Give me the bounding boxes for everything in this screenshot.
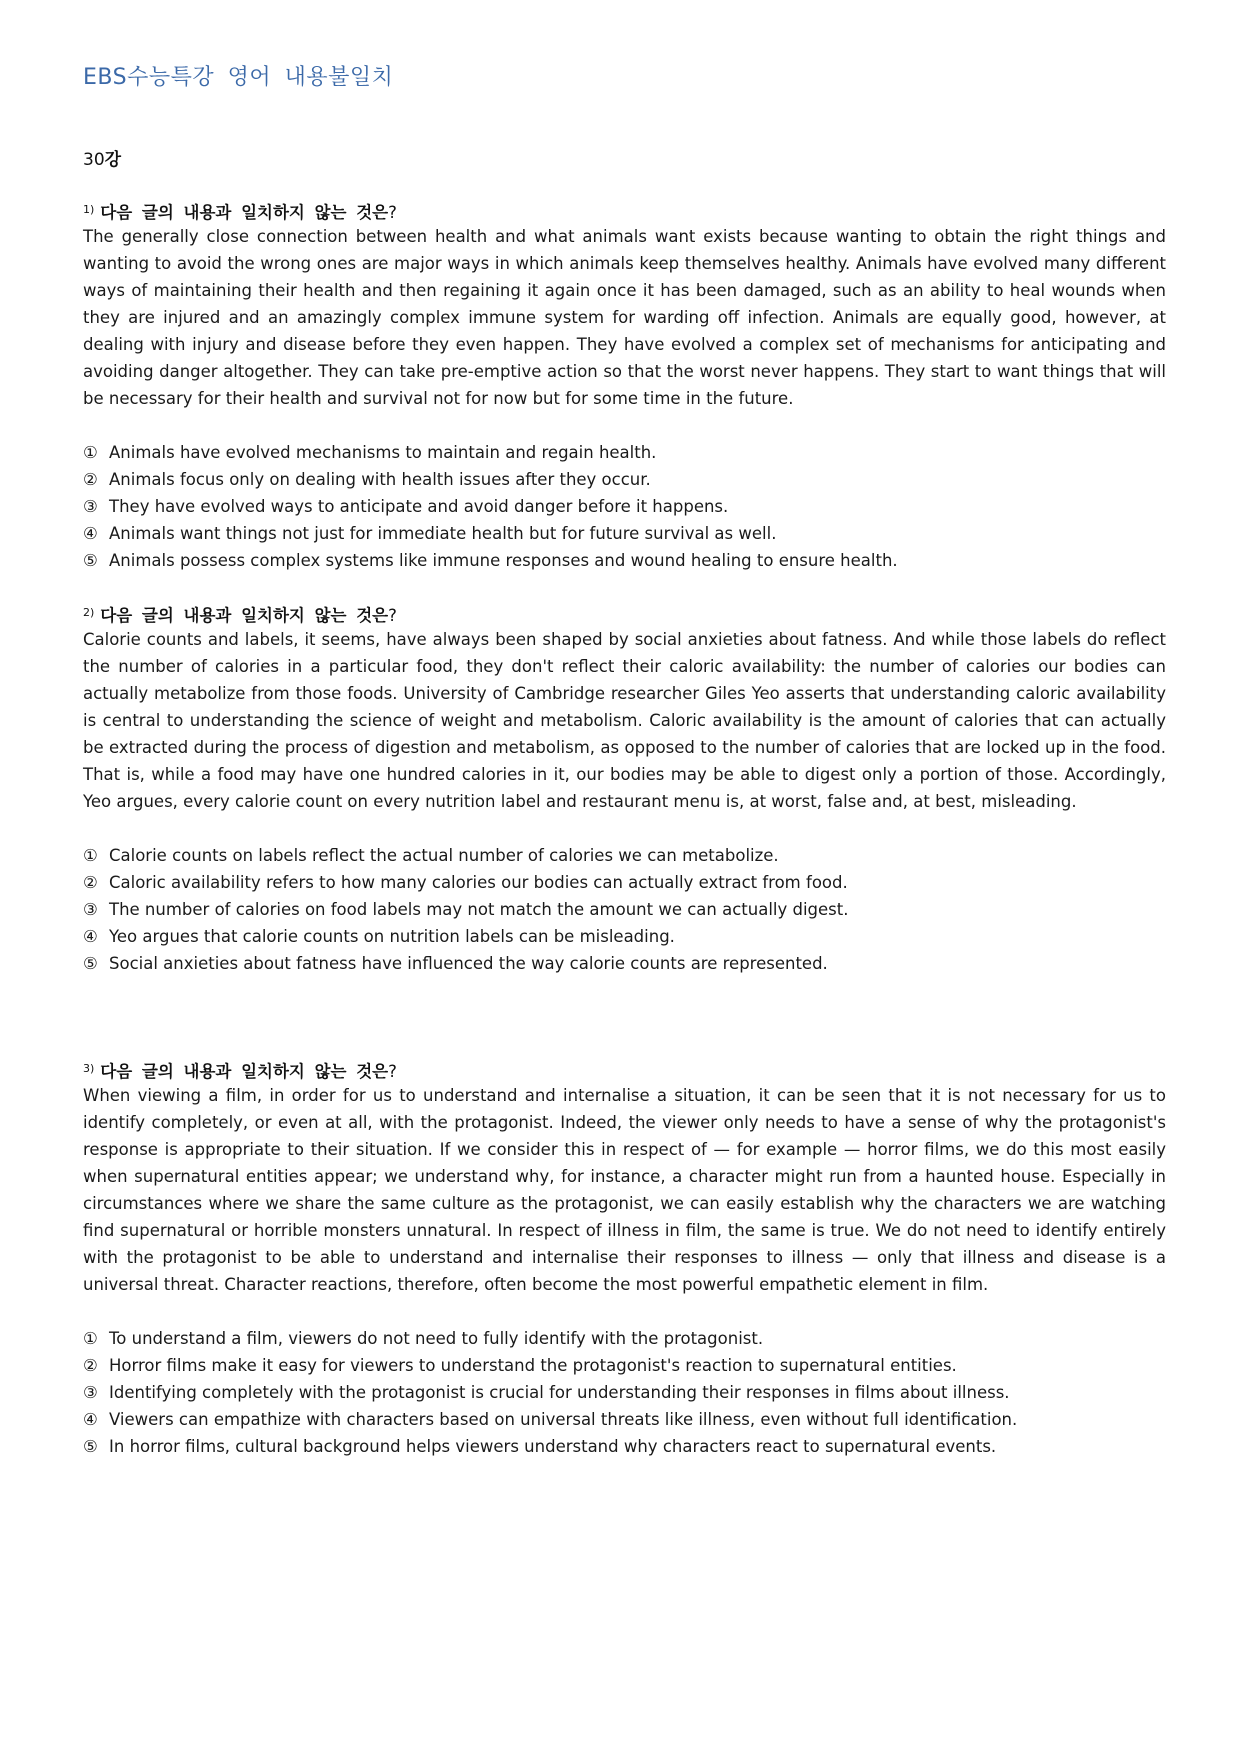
choice-text: Calorie counts on labels reflect the actual number of calories we can metabolize. <box>109 846 779 865</box>
choice-text: Identifying completely with the protagonist is crucial for understanding their responses in films about illness. <box>109 1383 1010 1402</box>
choice-marker: ④ <box>83 1410 98 1429</box>
answer-choice-4[interactable] <box>83 520 1166 547</box>
question-heading <box>83 1055 1166 1082</box>
answer-choice-4[interactable] <box>83 1406 1166 1433</box>
answer-choice-4[interactable] <box>83 923 1166 950</box>
answer-choice-2[interactable] <box>83 1352 1166 1379</box>
choice-text: Caloric availability refers to how many calories our bodies can actually extract from food. <box>109 873 848 892</box>
question-1 <box>83 196 1166 590</box>
answer-choice-5[interactable] <box>83 950 1166 977</box>
reading-passage: When viewing a film, in order for us to understand and internalise a situation, it can be seen that it is not necessary for us to identify completely, or even at all, with the protagonist. Indeed, the viewer only needs to have a sense of why the protagonist's response is appropriate to their situation. If we consider this in respect of — for example — horror films, we do this most easily when supernatural entities appear; we understand why, for instance, a character might run from a haunted house. Especially in circumstances where we share the same culture as the protagonist, we can easily establish why the characters we are watching find supernatural or horrible monsters unnatural. In respect of illness in film, the same is true. We do not need to identify entirely with the protagonist to be able to understand and internalise their responses to illness — only that illness and disease is a universal threat. Character reactions, therefore, often become the most powerful empathetic element in film. <box>83 1086 1166 1294</box>
choice-marker: ③ <box>83 1383 98 1402</box>
question-number: 1) <box>83 203 95 216</box>
choice-text: Animals want things not just for immediate health but for future survival as well. <box>109 524 777 543</box>
choice-marker: ④ <box>83 524 98 543</box>
choice-marker: ⑤ <box>83 954 98 973</box>
choice-marker: ① <box>83 846 98 865</box>
question-prompt: 다음 글의 내용과 일치하지 않는 것은 <box>100 1062 389 1081</box>
question-heading <box>83 599 1166 626</box>
answer-choice-5[interactable] <box>83 1433 1166 1460</box>
document-title: EBS수능특강 영어 내용불일치 <box>83 65 394 90</box>
answer-choice-3[interactable] <box>83 896 1166 923</box>
choice-marker: ④ <box>83 927 98 946</box>
question-prompt: 다음 글의 내용과 일치하지 않는 것은 <box>100 203 389 222</box>
question-mark: ? <box>388 1062 397 1081</box>
reading-passage: The generally close connection between health and what animals want exists because wanting to obtain the right things and wanting to avoid the wrong ones are major ways in which animals keep themselves healthy. Animals have evolved many different ways of maintaining their health and then regaining it again once it has been damaged, such as an ability to heal wounds when they are injured and an amazingly complex immune system for warding off infection. Animals are equally good, however, at dealing with injury and disease before they even happen. They have evolved a complex set of mechanisms for anticipating and avoiding danger altogether. They can take pre-emptive action so that the worst never happens. They start to want things that will be necessary for their health and survival not for now but for some time in the future. <box>83 227 1166 408</box>
question-mark: ? <box>388 203 397 222</box>
question-heading <box>83 196 1166 223</box>
question-mark: ? <box>388 606 397 625</box>
choice-text: They have evolved ways to anticipate and avoid danger before it happens. <box>109 497 729 516</box>
choice-marker: ① <box>83 443 98 462</box>
choice-marker: ⑤ <box>83 1437 98 1456</box>
answer-choice-1[interactable] <box>83 1325 1166 1352</box>
question-number: 3) <box>83 1062 95 1075</box>
choice-text: In horror films, cultural background helps viewers understand why characters react to supernatural events. <box>109 1437 997 1456</box>
answer-choice-5[interactable] <box>83 547 1166 574</box>
choice-marker: ① <box>83 1329 98 1348</box>
choice-text: Animals have evolved mechanisms to maintain and regain health. <box>109 443 657 462</box>
answer-choice-1[interactable] <box>83 439 1166 466</box>
choice-text: Horror films make it easy for viewers to understand the protagonist's reaction to supernatural entities. <box>109 1356 957 1375</box>
choice-marker: ② <box>83 1356 98 1375</box>
answer-choice-2[interactable] <box>83 466 1166 493</box>
question-3 <box>83 1055 1166 1476</box>
answer-choices <box>83 439 1166 574</box>
choice-marker: ② <box>83 873 98 892</box>
choice-marker: ② <box>83 470 98 489</box>
lesson-number: 30 <box>83 150 105 170</box>
choice-text: Yeo argues that calorie counts on nutrition labels can be misleading. <box>109 927 675 946</box>
choice-marker: ⑤ <box>83 551 98 570</box>
choice-text: The number of calories on food labels may not match the amount we can actually digest. <box>109 900 849 919</box>
choice-marker: ③ <box>83 900 98 919</box>
question-prompt: 다음 글의 내용과 일치하지 않는 것은 <box>100 606 389 625</box>
answer-choices <box>83 842 1166 977</box>
choice-text: Animals focus only on dealing with health issues after they occur. <box>109 470 651 489</box>
lesson-unit: 강 <box>104 150 122 170</box>
choice-text: To understand a film, viewers do not need to fully identify with the protagonist. <box>109 1329 764 1348</box>
question-number: 2) <box>83 606 95 619</box>
answer-choice-3[interactable] <box>83 493 1166 520</box>
choice-text: Animals possess complex systems like immune responses and wound healing to ensure health. <box>109 551 898 570</box>
question-2 <box>83 599 1166 993</box>
choice-marker: ③ <box>83 497 98 516</box>
answer-choices <box>83 1325 1166 1460</box>
choice-text: Social anxieties about fatness have influenced the way calorie counts are represented. <box>109 954 828 973</box>
lesson-heading <box>83 145 121 170</box>
answer-choice-3[interactable] <box>83 1379 1166 1406</box>
answer-choice-1[interactable] <box>83 842 1166 869</box>
answer-choice-2[interactable] <box>83 869 1166 896</box>
choice-text: Viewers can empathize with characters based on universal threats like illness, even without full identification. <box>109 1410 1018 1429</box>
reading-passage: Calorie counts and labels, it seems, have always been shaped by social anxieties about fatness. And while those labels do reflect the number of calories in a particular food, they don't reflect their caloric availability: the number of calories our bodies can actually metabolize from those foods. University of Cambridge researcher Giles Yeo asserts that understanding caloric availability is central to understanding the science of weight and metabolism. Caloric availability is the amount of calories that can actually be extracted during the process of digestion and metabolism, as opposed to the number of calories that are locked up in the food. That is, while a food may have one hundred calories in it, our bodies may be able to digest only a portion of those. Accordingly, Yeo argues, every calorie count on every nutrition label and restaurant menu is, at worst, false and, at best, misleading. <box>83 630 1166 811</box>
